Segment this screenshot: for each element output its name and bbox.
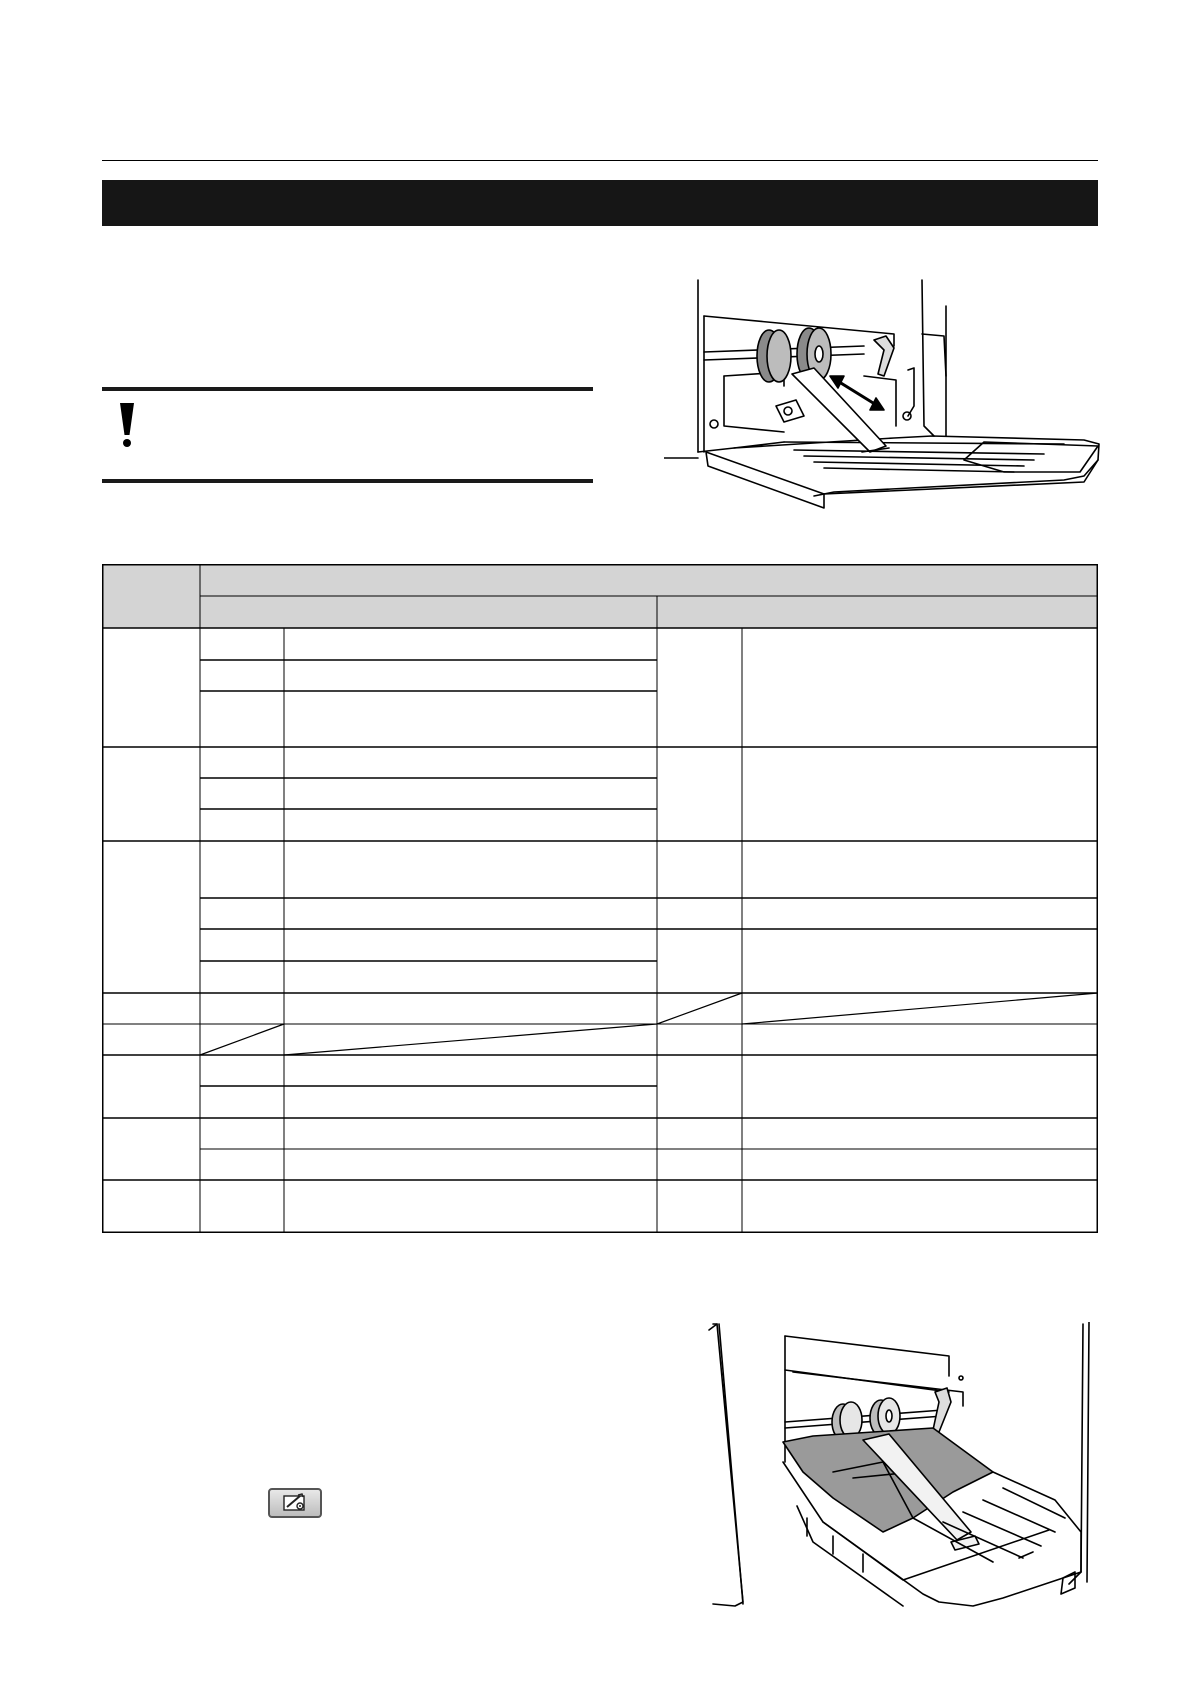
paper-tray-illustration [703, 1322, 1107, 1608]
paper-settings-icon [280, 1493, 310, 1513]
specification-table [102, 564, 1098, 1233]
exclamation-icon [119, 403, 135, 449]
caution-box [102, 387, 593, 483]
feed-roller-illustration [664, 276, 1111, 520]
paper-settings-button[interactable] [268, 1488, 322, 1518]
section-title-bar [102, 180, 1098, 226]
header-rule [102, 160, 1098, 161]
